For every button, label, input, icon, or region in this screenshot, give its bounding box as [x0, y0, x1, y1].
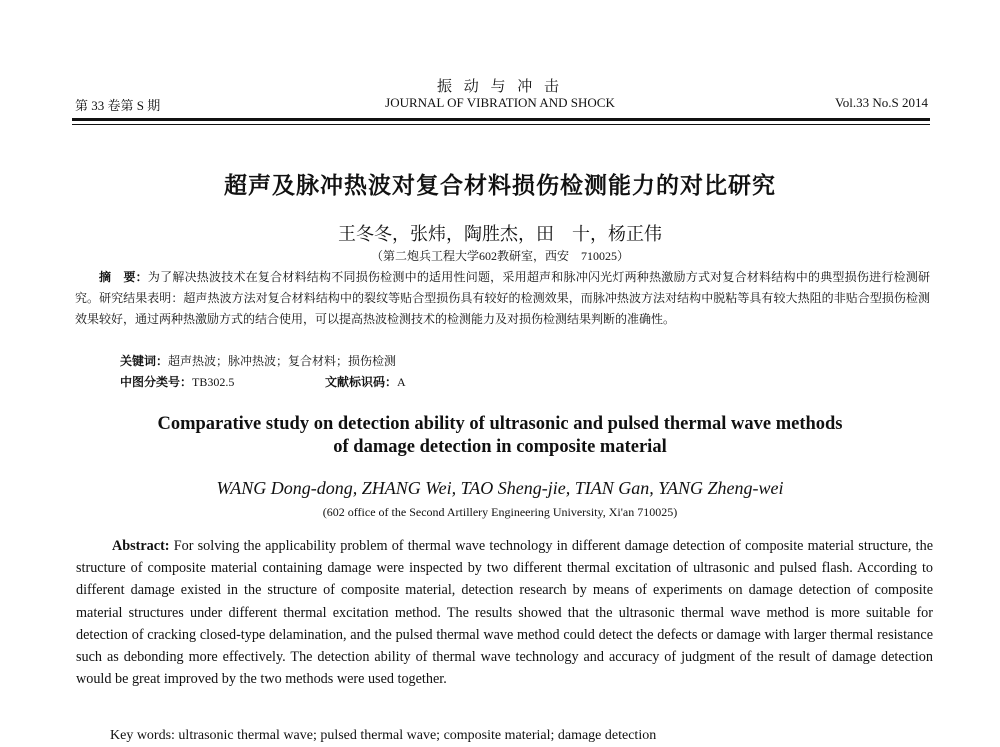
header-rule-thin	[72, 124, 930, 125]
keywords-cn	[120, 352, 396, 369]
journal-name-en: JOURNAL OF VIBRATION AND SHOCK	[385, 95, 615, 110]
classification-number	[120, 373, 234, 390]
journal-name-cn: 振 动 与 冲 击	[436, 79, 563, 95]
affiliation-en: (602 office of the Second Artillery Engineering University, Xi'an 710025)	[322, 505, 678, 519]
authors-cn: 王冬冬，张炜，陶胜杰，田 十，杨正伟	[338, 224, 662, 244]
affiliation-cn: （第二炮兵工程大学602教研室，西安 710025）	[370, 249, 629, 263]
keywords-en-cutoff: Key words: ultrasonic thermal wave; pulsed thermal wave; composite material; damage detection	[110, 728, 657, 743]
journal-volume: Vol.33 No.S 2014	[835, 95, 928, 110]
document-code	[325, 373, 406, 390]
title-en-line2: of damage detection in composite material	[333, 437, 667, 457]
abstract-cn	[75, 267, 930, 330]
journal-issue-cn: 第 33 卷第 S 期	[75, 98, 161, 113]
doc-code-value: A	[397, 375, 406, 389]
class-label: 中图分类号：	[120, 375, 193, 389]
abstract-en	[76, 535, 933, 690]
doc-code-label: 文献标识码：	[325, 375, 398, 389]
authors-en: WANG Dong-dong, ZHANG Wei, TAO Sheng-jie, TIAN Gan, YANG Zheng-wei	[216, 478, 784, 498]
abstract-en-text: For solving the applicability problem of thermal wave technology in different damage detection of composite material structure, the structure of composite material containing damage were inspected by two different thermal excitation of ultrasonic and pulsed flash. According to different damage existed in the structure of composite material, detection research by means of experiments on damage detection of composite material structures under different thermal excitation method. The results showed that the ultrasonic thermal wave method is more suitable for detection of cracking closed-type delamination, and the pulsed thermal wave method could detect the defects or damage with larger thermal resistance such as debonding more effectively. The detection ability of thermal wave technology and accuracy of judgment of the result of damage detection would be great improved by the two methods were used together.	[76, 538, 934, 688]
abstract-cn-label: 摘 要：	[99, 270, 148, 284]
keywords-cn-label: 关键词：	[120, 354, 169, 368]
article-title-en	[0, 413, 1000, 459]
header-rule-thick	[72, 118, 930, 121]
abstract-en-label: Abstract:	[112, 538, 170, 554]
article-title-cn: 超声及脉冲热波对复合材料损伤检测能力的对比研究	[224, 173, 776, 199]
class-value: TB302.5	[192, 375, 235, 389]
title-en-line1: Comparative study on detection ability of ultrasonic and pulsed thermal wave methods	[157, 414, 843, 434]
abstract-cn-text: 为了解决热波技术在复合材料结构不同损伤检测中的适用性问题，采用超声和脉冲闪光灯两种热激励方式对复合材料结构中的典型损伤进行检测研究。研究结果表明：超声热波方法对复合材料结构中的裂纹等贴合型损伤具有较好的检测效果，而脉冲热波方法对结构中脱粘等具有较大热阻的非贴合型损伤检测效果较好，通过两种热激励方式的结合使用，可以提高热波检测技术的检测能力及对损伤检测结果判断的准确性。	[75, 270, 930, 326]
keywords-cn-text: 超声热波；脉冲热波；复合材料；损伤检测	[168, 354, 397, 368]
